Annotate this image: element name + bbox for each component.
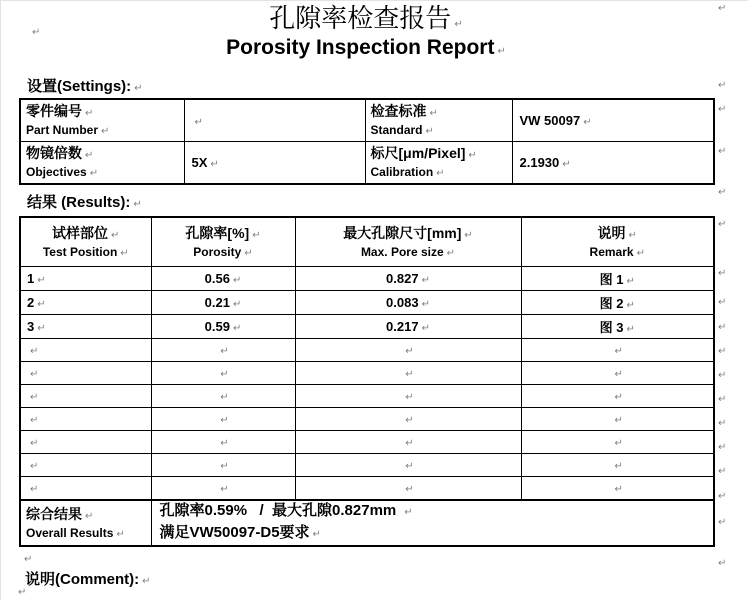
overall-results-row xyxy=(20,500,714,546)
paragraph-mark: ↵ xyxy=(232,275,242,286)
paragraph-mark: ↵ xyxy=(404,507,413,518)
paragraph-mark: ↵ xyxy=(133,199,142,210)
overall-results-value-cell xyxy=(151,500,714,546)
paragraph-mark: ↵ xyxy=(85,108,94,119)
paragraph-mark: ↵ xyxy=(30,392,39,403)
value-porosity-2: 0.21 xyxy=(204,295,230,310)
empty-cell xyxy=(521,454,714,477)
paragraph-mark: ↵ xyxy=(194,117,203,128)
paragraph-mark: ↵ xyxy=(37,323,46,334)
paragraph-mark: ↵ xyxy=(30,346,39,357)
empty-cell xyxy=(295,477,521,501)
paragraph-mark: ↵ xyxy=(421,275,430,286)
header-test-position-en: Test Position xyxy=(42,244,118,259)
empty-cell xyxy=(521,362,714,385)
paragraph-mark: ↵ xyxy=(116,528,125,540)
paragraph-mark: ↵ xyxy=(718,187,727,198)
calibration-label-en: Calibration xyxy=(370,165,434,179)
cell-position-3 xyxy=(20,315,151,339)
paragraph-mark: ↵ xyxy=(429,108,438,119)
results-heading-text: 结果 (Results): xyxy=(27,194,131,211)
empty-cell xyxy=(151,431,295,454)
paragraph-mark: ↵ xyxy=(421,323,430,334)
comment-heading xyxy=(25,570,151,592)
empty-cell xyxy=(521,339,714,362)
overall-results-line2: 满足VW50097-D5要求 xyxy=(159,524,310,541)
table-row xyxy=(20,362,714,385)
paragraph-mark: ↵ xyxy=(718,104,727,115)
report-title-en xyxy=(19,35,713,65)
paragraph-mark: ↵ xyxy=(405,369,414,380)
header-max-pore-size-en: Max. Pore size xyxy=(360,244,444,259)
results-header-row xyxy=(20,217,714,267)
paragraph-mark: ↵ xyxy=(210,159,219,170)
empty-cell xyxy=(295,362,521,385)
value-position-3: 3 xyxy=(27,319,35,334)
paragraph-mark: ↵ xyxy=(312,529,321,540)
paragraph-mark: ↵ xyxy=(421,299,430,310)
value-porosity-3: 0.59 xyxy=(204,319,230,334)
table-row xyxy=(20,454,714,477)
empty-cell xyxy=(295,339,521,362)
standard-label-en: Standard xyxy=(370,123,423,137)
cell-porosity-3 xyxy=(151,315,295,339)
paragraph-mark: ↵ xyxy=(718,297,727,308)
paragraph-mark: ↵ xyxy=(614,392,623,403)
table-row xyxy=(20,477,714,501)
paragraph-mark: ↵ xyxy=(405,392,414,403)
paragraph-mark: ↵ xyxy=(614,346,623,357)
value-position-2: 2 xyxy=(27,295,35,310)
paragraph-mark: ↵ xyxy=(30,438,39,449)
objectives-value-cell xyxy=(184,142,365,185)
empty-cell xyxy=(521,408,714,431)
paragraph-mark: ↵ xyxy=(30,415,39,426)
paragraph-mark: ↵ xyxy=(220,415,229,426)
header-remark-zh: 说明 xyxy=(597,224,626,241)
paragraph-mark: ↵ xyxy=(405,415,414,426)
overall-results-line1: 孔隙率0.59% / 最大孔隙0.827mm xyxy=(159,502,397,519)
settings-row-1 xyxy=(20,99,714,142)
value-porosity-1: 0.56 xyxy=(204,271,230,286)
header-porosity-zh: 孔隙率[%] xyxy=(185,224,250,241)
value-remark-1: 图 1 xyxy=(599,272,624,287)
calibration-label-zh: 标尺[μm/Pixel] xyxy=(370,145,466,161)
part-number-label-cell xyxy=(20,99,184,142)
paragraph-mark: ↵ xyxy=(718,219,727,230)
objectives-value: 5X xyxy=(191,155,208,170)
value-position-1: 1 xyxy=(27,271,35,286)
paragraph-mark: ↵ xyxy=(718,346,727,357)
paragraph-mark: ↵ xyxy=(718,418,727,429)
empty-cell xyxy=(20,454,151,477)
empty-cell xyxy=(20,408,151,431)
empty-cell xyxy=(151,477,295,501)
header-test-position-zh: 试样部位 xyxy=(52,224,109,241)
results-table xyxy=(19,216,715,547)
empty-cell xyxy=(295,431,521,454)
calibration-value-cell xyxy=(512,142,714,185)
empty-cell xyxy=(521,477,714,501)
paragraph-mark: ↵ xyxy=(628,229,637,241)
table-row xyxy=(20,385,714,408)
cell-pore-1 xyxy=(295,267,521,291)
paragraph-mark: ↵ xyxy=(718,322,727,333)
settings-table xyxy=(19,98,715,185)
empty-cell xyxy=(151,362,295,385)
paragraph-mark: ↵ xyxy=(614,461,623,472)
standard-label-cell xyxy=(365,99,512,142)
part-number-value-cell xyxy=(184,99,365,142)
empty-cell xyxy=(20,362,151,385)
paragraph-mark: ↵ xyxy=(220,438,229,449)
paragraph-mark: ↵ xyxy=(120,247,129,259)
paragraph-mark: ↵ xyxy=(252,229,261,241)
paragraph-mark: ↵ xyxy=(220,461,229,472)
value-remark-2: 图 2 xyxy=(599,296,624,311)
paragraph-mark: ↵ xyxy=(626,276,635,287)
paragraph-mark: ↵ xyxy=(405,438,414,449)
paragraph-mark: ↵ xyxy=(583,117,592,128)
paragraph-mark: ↵ xyxy=(89,168,99,179)
paragraph-mark: ↵ xyxy=(454,19,463,30)
objectives-label-cell xyxy=(20,142,184,185)
header-remark-en: Remark xyxy=(589,244,634,259)
paragraph-mark: ↵ xyxy=(425,126,434,137)
standard-value: VW 50097 xyxy=(519,113,581,128)
results-heading xyxy=(27,193,142,215)
value-pore-2: 0.083 xyxy=(386,295,419,310)
paragraph-mark: ↵ xyxy=(24,554,33,565)
paragraph-mark: ↵ xyxy=(85,510,94,522)
paragraph-mark: ↵ xyxy=(626,300,635,311)
paragraph-mark: ↵ xyxy=(562,159,571,170)
paragraph-mark: ↵ xyxy=(232,323,242,334)
header-porosity-en: Porosity xyxy=(193,244,242,259)
paragraph-mark: ↵ xyxy=(30,461,39,472)
paragraph-mark: ↵ xyxy=(636,247,645,259)
empty-cell xyxy=(20,477,151,501)
settings-heading-text: 设置(Settings): xyxy=(27,78,132,95)
paragraph-mark: ↵ xyxy=(464,229,473,241)
paragraph-mark: ↵ xyxy=(85,150,94,161)
header-max-pore-size xyxy=(295,217,521,267)
empty-cell xyxy=(151,408,295,431)
cell-pore-2 xyxy=(295,291,521,315)
overall-results-label-en: Overall Results xyxy=(26,525,114,540)
calibration-value: 2.1930 xyxy=(519,155,560,170)
paragraph-mark: ↵ xyxy=(101,126,110,137)
paragraph-mark: ↵ xyxy=(626,324,635,335)
cell-porosity-1 xyxy=(151,267,295,291)
paragraph-mark: ↵ xyxy=(718,3,727,14)
settings-row-2 xyxy=(20,142,714,185)
paragraph-mark: ↵ xyxy=(718,558,727,569)
value-remark-3: 图 3 xyxy=(599,320,624,335)
cell-remark-3 xyxy=(521,315,714,339)
paragraph-mark: ↵ xyxy=(220,392,229,403)
paragraph-mark: ↵ xyxy=(718,491,727,502)
report-title-zh-text: 孔隙率检查报告 xyxy=(269,4,452,33)
cell-remark-1 xyxy=(521,267,714,291)
paragraph-mark: ↵ xyxy=(718,268,727,279)
header-remark xyxy=(521,217,714,267)
paragraph-mark: ↵ xyxy=(244,247,253,259)
paragraph-mark: ↵ xyxy=(405,484,414,495)
overall-results-label-zh: 综合结果 xyxy=(26,505,82,522)
calibration-label-cell xyxy=(365,142,512,185)
cell-pore-3 xyxy=(295,315,521,339)
paragraph-mark: ↵ xyxy=(405,461,414,472)
report-title-en-text: Porosity Inspection Report xyxy=(226,36,495,59)
paragraph-mark: ↵ xyxy=(614,484,623,495)
paragraph-mark: ↵ xyxy=(32,27,41,38)
paragraph-mark: ↵ xyxy=(614,438,623,449)
header-test-position xyxy=(20,217,151,267)
table-row xyxy=(20,267,714,291)
cell-remark-2 xyxy=(521,291,714,315)
objectives-label-en: Objectives xyxy=(26,165,87,179)
table-row xyxy=(20,339,714,362)
empty-cell xyxy=(20,431,151,454)
value-pore-1: 0.827 xyxy=(386,271,419,286)
settings-heading xyxy=(27,77,143,99)
paragraph-mark: ↵ xyxy=(614,369,623,380)
paragraph-mark: ↵ xyxy=(718,466,727,477)
cell-porosity-2 xyxy=(151,291,295,315)
paragraph-mark: ↵ xyxy=(30,369,39,380)
paragraph-mark: ↵ xyxy=(220,369,229,380)
empty-cell xyxy=(295,385,521,408)
paragraph-mark: ↵ xyxy=(30,484,39,495)
paragraph-mark: ↵ xyxy=(614,415,623,426)
standard-label-zh: 检查标准 xyxy=(370,103,427,119)
header-max-pore-size-zh: 最大孔隙尺寸[mm] xyxy=(343,224,462,241)
paragraph-mark: ↵ xyxy=(718,442,727,453)
paragraph-mark: ↵ xyxy=(232,299,242,310)
empty-cell xyxy=(521,385,714,408)
paragraph-mark: ↵ xyxy=(718,146,727,157)
comment-heading-text: 说明(Comment): xyxy=(25,571,140,588)
empty-cell xyxy=(295,408,521,431)
standard-value-cell xyxy=(512,99,714,142)
paragraph-mark: ↵ xyxy=(111,229,120,241)
paragraph-mark: ↵ xyxy=(718,394,727,405)
paragraph-mark: ↵ xyxy=(497,46,506,57)
paragraph-mark: ↵ xyxy=(468,150,477,161)
paragraph-mark: ↵ xyxy=(718,80,727,91)
paragraph-mark: ↵ xyxy=(134,83,143,94)
paragraph-mark: ↵ xyxy=(405,346,414,357)
table-row xyxy=(20,315,714,339)
table-row xyxy=(20,431,714,454)
paragraph-mark: ↵ xyxy=(220,484,229,495)
empty-cell xyxy=(20,339,151,362)
empty-cell xyxy=(295,454,521,477)
paragraph-mark: ↵ xyxy=(436,168,445,179)
paragraph-mark: ↵ xyxy=(446,247,456,259)
part-number-label-zh: 零件编号 xyxy=(26,103,82,119)
value-pore-3: 0.217 xyxy=(386,319,419,334)
empty-cell xyxy=(20,385,151,408)
cell-position-2 xyxy=(20,291,151,315)
empty-cell xyxy=(521,431,714,454)
paragraph-mark: ↵ xyxy=(18,587,27,598)
paragraph-mark: ↵ xyxy=(37,275,46,286)
table-row xyxy=(20,408,714,431)
paragraph-mark: ↵ xyxy=(718,517,727,528)
table-row xyxy=(20,291,714,315)
objectives-label-zh: 物镜倍数 xyxy=(26,145,82,161)
paragraph-mark: ↵ xyxy=(37,299,46,310)
paragraph-mark: ↵ xyxy=(142,576,151,587)
part-number-label-en: Part Number xyxy=(26,123,99,137)
empty-cell xyxy=(151,339,295,362)
empty-cell xyxy=(151,385,295,408)
paragraph-mark: ↵ xyxy=(718,370,727,381)
overall-results-label-cell xyxy=(20,500,151,546)
cell-position-1 xyxy=(20,267,151,291)
empty-cell xyxy=(151,454,295,477)
header-porosity xyxy=(151,217,295,267)
paragraph-mark: ↵ xyxy=(220,346,229,357)
